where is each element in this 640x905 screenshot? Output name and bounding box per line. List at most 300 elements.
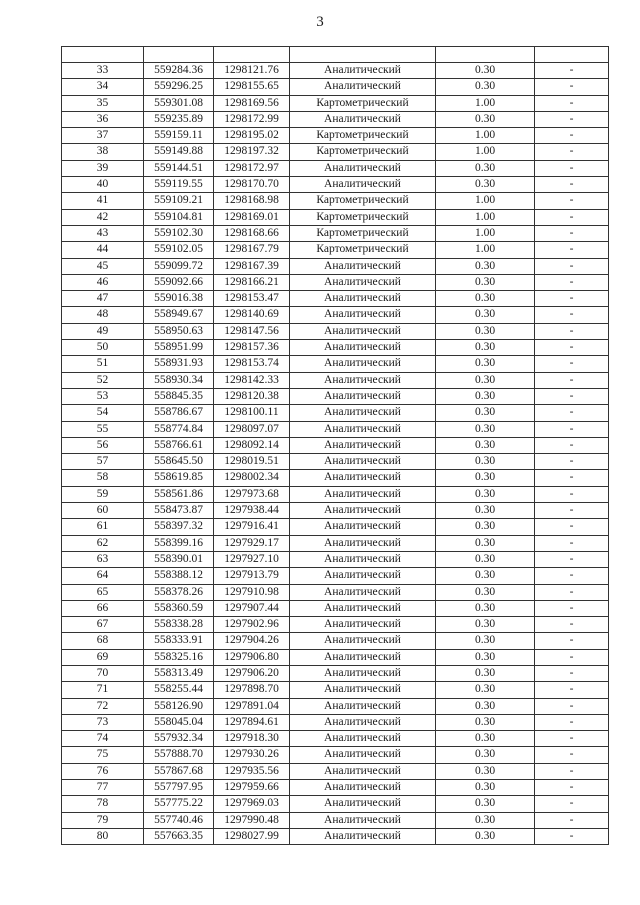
- accuracy-cell: 0.30: [436, 551, 535, 567]
- table-row: [62, 160, 609, 176]
- note-cell: -: [535, 747, 609, 763]
- method-cell: Аналитический: [290, 731, 436, 747]
- x-coordinate-cell: 558045.04: [144, 714, 214, 730]
- method-cell: Аналитический: [290, 274, 436, 290]
- point-number-cell: 38: [62, 144, 144, 160]
- accuracy-cell: 0.30: [436, 323, 535, 339]
- x-coordinate-cell: 558930.34: [144, 372, 214, 388]
- y-coordinate-cell: 1297959.66: [214, 780, 290, 796]
- note-cell: -: [535, 209, 609, 225]
- y-coordinate-cell: 1297910.98: [214, 584, 290, 600]
- point-number-cell: 33: [62, 63, 144, 79]
- header-cell: [436, 47, 535, 63]
- table-row: [62, 421, 609, 437]
- table-row: [62, 633, 609, 649]
- x-coordinate-cell: 558619.85: [144, 470, 214, 486]
- y-coordinate-cell: 1298027.99: [214, 828, 290, 844]
- point-number-cell: 36: [62, 111, 144, 127]
- y-coordinate-cell: 1298168.98: [214, 193, 290, 209]
- y-coordinate-cell: 1297891.04: [214, 698, 290, 714]
- accuracy-cell: 0.30: [436, 79, 535, 95]
- point-number-cell: 47: [62, 291, 144, 307]
- table-row: [62, 519, 609, 535]
- x-coordinate-cell: 558950.63: [144, 323, 214, 339]
- accuracy-cell: 0.30: [436, 340, 535, 356]
- x-coordinate-cell: 558774.84: [144, 421, 214, 437]
- point-number-cell: 54: [62, 405, 144, 421]
- point-number-cell: 51: [62, 356, 144, 372]
- y-coordinate-cell: 1298002.34: [214, 470, 290, 486]
- method-cell: Картометрический: [290, 193, 436, 209]
- x-coordinate-cell: 559159.11: [144, 128, 214, 144]
- y-coordinate-cell: 1298167.39: [214, 258, 290, 274]
- page-number: 3: [316, 14, 324, 30]
- point-number-cell: 43: [62, 225, 144, 241]
- point-number-cell: 74: [62, 731, 144, 747]
- x-coordinate-cell: 559102.30: [144, 225, 214, 241]
- method-cell: Аналитический: [290, 780, 436, 796]
- accuracy-cell: 0.30: [436, 258, 535, 274]
- table-row: [62, 225, 609, 241]
- x-coordinate-cell: 558561.86: [144, 486, 214, 502]
- x-coordinate-cell: 559235.89: [144, 111, 214, 127]
- note-cell: -: [535, 470, 609, 486]
- point-number-cell: 68: [62, 633, 144, 649]
- y-coordinate-cell: 1297969.03: [214, 796, 290, 812]
- accuracy-cell: 0.30: [436, 763, 535, 779]
- accuracy-cell: 0.30: [436, 682, 535, 698]
- y-coordinate-cell: 1298120.38: [214, 388, 290, 404]
- table-row: [62, 535, 609, 551]
- note-cell: -: [535, 551, 609, 567]
- method-cell: Аналитический: [290, 388, 436, 404]
- table-row: [62, 242, 609, 258]
- x-coordinate-cell: 558931.93: [144, 356, 214, 372]
- point-number-cell: 73: [62, 714, 144, 730]
- table-row: [62, 584, 609, 600]
- accuracy-cell: 0.30: [436, 747, 535, 763]
- method-cell: Аналитический: [290, 258, 436, 274]
- y-coordinate-cell: 1298140.69: [214, 307, 290, 323]
- method-cell: Аналитический: [290, 356, 436, 372]
- note-cell: -: [535, 519, 609, 535]
- x-coordinate-cell: 558255.44: [144, 682, 214, 698]
- x-coordinate-cell: 559016.38: [144, 291, 214, 307]
- method-cell: Аналитический: [290, 323, 436, 339]
- note-cell: -: [535, 95, 609, 111]
- accuracy-cell: 1.00: [436, 225, 535, 241]
- table-row: [62, 600, 609, 616]
- y-coordinate-cell: 1298169.01: [214, 209, 290, 225]
- accuracy-cell: 0.30: [436, 714, 535, 730]
- method-cell: Аналитический: [290, 111, 436, 127]
- point-number-cell: 67: [62, 617, 144, 633]
- point-number-cell: 53: [62, 388, 144, 404]
- accuracy-cell: 0.30: [436, 503, 535, 519]
- note-cell: -: [535, 405, 609, 421]
- point-number-cell: 41: [62, 193, 144, 209]
- note-cell: -: [535, 356, 609, 372]
- table-row: [62, 780, 609, 796]
- y-coordinate-cell: 1297918.30: [214, 731, 290, 747]
- x-coordinate-cell: 559119.55: [144, 177, 214, 193]
- y-coordinate-cell: 1298170.70: [214, 177, 290, 193]
- accuracy-cell: 0.30: [436, 780, 535, 796]
- header-cell: [290, 47, 436, 63]
- x-coordinate-cell: 557740.46: [144, 812, 214, 828]
- accuracy-cell: 0.30: [436, 405, 535, 421]
- y-coordinate-cell: 1298169.56: [214, 95, 290, 111]
- note-cell: -: [535, 372, 609, 388]
- table-row: [62, 63, 609, 79]
- point-number-cell: 61: [62, 519, 144, 535]
- method-cell: Аналитический: [290, 503, 436, 519]
- method-cell: Картометрический: [290, 242, 436, 258]
- x-coordinate-cell: 558390.01: [144, 551, 214, 567]
- y-coordinate-cell: 1298097.07: [214, 421, 290, 437]
- accuracy-cell: 0.30: [436, 372, 535, 388]
- method-cell: Аналитический: [290, 714, 436, 730]
- note-cell: -: [535, 486, 609, 502]
- note-cell: -: [535, 323, 609, 339]
- table-row: [62, 812, 609, 828]
- x-coordinate-cell: 558645.50: [144, 454, 214, 470]
- accuracy-cell: 0.30: [436, 535, 535, 551]
- y-coordinate-cell: 1297973.68: [214, 486, 290, 502]
- method-cell: Аналитический: [290, 486, 436, 502]
- point-number-cell: 46: [62, 274, 144, 290]
- header-cell: [144, 47, 214, 63]
- point-number-cell: 34: [62, 79, 144, 95]
- header-cell: [214, 47, 290, 63]
- table-row: [62, 796, 609, 812]
- accuracy-cell: 0.30: [436, 486, 535, 502]
- y-coordinate-cell: 1297904.26: [214, 633, 290, 649]
- y-coordinate-cell: 1298100.11: [214, 405, 290, 421]
- header-cell: [62, 47, 144, 63]
- accuracy-cell: 0.30: [436, 617, 535, 633]
- x-coordinate-cell: 558126.90: [144, 698, 214, 714]
- y-coordinate-cell: 1298168.66: [214, 225, 290, 241]
- x-coordinate-cell: 557797.95: [144, 780, 214, 796]
- y-coordinate-cell: 1298197.32: [214, 144, 290, 160]
- note-cell: -: [535, 780, 609, 796]
- point-number-cell: 48: [62, 307, 144, 323]
- method-cell: Картометрический: [290, 144, 436, 160]
- note-cell: -: [535, 144, 609, 160]
- table-row: [62, 258, 609, 274]
- point-number-cell: 50: [62, 340, 144, 356]
- point-number-cell: 80: [62, 828, 144, 844]
- note-cell: -: [535, 177, 609, 193]
- method-cell: Аналитический: [290, 828, 436, 844]
- x-coordinate-cell: 559104.81: [144, 209, 214, 225]
- table-row: [62, 437, 609, 453]
- point-number-cell: 57: [62, 454, 144, 470]
- table-row: [62, 128, 609, 144]
- y-coordinate-cell: 1298157.36: [214, 340, 290, 356]
- x-coordinate-cell: 558473.87: [144, 503, 214, 519]
- table-row: [62, 747, 609, 763]
- y-coordinate-cell: 1298172.99: [214, 111, 290, 127]
- y-coordinate-cell: 1298167.79: [214, 242, 290, 258]
- y-coordinate-cell: 1297907.44: [214, 600, 290, 616]
- method-cell: Аналитический: [290, 617, 436, 633]
- method-cell: Аналитический: [290, 291, 436, 307]
- y-coordinate-cell: 1298195.02: [214, 128, 290, 144]
- x-coordinate-cell: 558360.59: [144, 600, 214, 616]
- x-coordinate-cell: 559099.72: [144, 258, 214, 274]
- x-coordinate-cell: 558325.16: [144, 649, 214, 665]
- x-coordinate-cell: 558951.99: [144, 340, 214, 356]
- table-row: [62, 79, 609, 95]
- x-coordinate-cell: 558333.91: [144, 633, 214, 649]
- point-number-cell: 44: [62, 242, 144, 258]
- table-row: [62, 551, 609, 567]
- method-cell: Аналитический: [290, 454, 436, 470]
- method-cell: Аналитический: [290, 437, 436, 453]
- accuracy-cell: 0.30: [436, 111, 535, 127]
- x-coordinate-cell: 557663.35: [144, 828, 214, 844]
- x-coordinate-cell: 557775.22: [144, 796, 214, 812]
- note-cell: -: [535, 698, 609, 714]
- method-cell: Аналитический: [290, 665, 436, 681]
- table-row: [62, 665, 609, 681]
- accuracy-cell: 0.30: [436, 177, 535, 193]
- accuracy-cell: 0.30: [436, 437, 535, 453]
- table-row: [62, 714, 609, 730]
- method-cell: Аналитический: [290, 519, 436, 535]
- y-coordinate-cell: 1298155.65: [214, 79, 290, 95]
- table-row: [62, 470, 609, 486]
- point-number-cell: 66: [62, 600, 144, 616]
- y-coordinate-cell: 1298121.76: [214, 63, 290, 79]
- method-cell: Аналитический: [290, 747, 436, 763]
- point-number-cell: 65: [62, 584, 144, 600]
- table-row: [62, 763, 609, 779]
- accuracy-cell: 0.30: [436, 63, 535, 79]
- table-row: [62, 731, 609, 747]
- accuracy-cell: 0.30: [436, 568, 535, 584]
- note-cell: -: [535, 193, 609, 209]
- method-cell: Аналитический: [290, 307, 436, 323]
- accuracy-cell: 1.00: [436, 209, 535, 225]
- table-row: [62, 274, 609, 290]
- note-cell: -: [535, 437, 609, 453]
- accuracy-cell: 0.30: [436, 698, 535, 714]
- accuracy-cell: 0.30: [436, 828, 535, 844]
- method-cell: Картометрический: [290, 128, 436, 144]
- table-row: [62, 177, 609, 193]
- point-number-cell: 60: [62, 503, 144, 519]
- table-row: [62, 291, 609, 307]
- method-cell: Аналитический: [290, 79, 436, 95]
- note-cell: -: [535, 812, 609, 828]
- table-row: [62, 698, 609, 714]
- method-cell: Аналитический: [290, 160, 436, 176]
- accuracy-cell: 0.30: [436, 812, 535, 828]
- y-coordinate-cell: 1297935.56: [214, 763, 290, 779]
- table-row: [62, 372, 609, 388]
- note-cell: -: [535, 763, 609, 779]
- accuracy-cell: 0.30: [436, 649, 535, 665]
- note-cell: -: [535, 584, 609, 600]
- point-number-cell: 62: [62, 535, 144, 551]
- accuracy-cell: 0.30: [436, 796, 535, 812]
- x-coordinate-cell: 558338.28: [144, 617, 214, 633]
- accuracy-cell: 1.00: [436, 242, 535, 258]
- point-number-cell: 49: [62, 323, 144, 339]
- note-cell: -: [535, 600, 609, 616]
- point-number-cell: 42: [62, 209, 144, 225]
- accuracy-cell: 0.30: [436, 731, 535, 747]
- y-coordinate-cell: 1298092.14: [214, 437, 290, 453]
- y-coordinate-cell: 1297929.17: [214, 535, 290, 551]
- y-coordinate-cell: 1297898.70: [214, 682, 290, 698]
- table-row: [62, 193, 609, 209]
- method-cell: Аналитический: [290, 568, 436, 584]
- note-cell: -: [535, 291, 609, 307]
- coordinates-table-body: [62, 47, 609, 845]
- header-row: [62, 47, 609, 63]
- accuracy-cell: 0.30: [436, 665, 535, 681]
- accuracy-cell: 0.30: [436, 584, 535, 600]
- table-row: [62, 307, 609, 323]
- note-cell: -: [535, 128, 609, 144]
- table-row: [62, 617, 609, 633]
- table-row: [62, 95, 609, 111]
- note-cell: -: [535, 731, 609, 747]
- method-cell: Картометрический: [290, 225, 436, 241]
- y-coordinate-cell: 1298153.47: [214, 291, 290, 307]
- y-coordinate-cell: 1297938.44: [214, 503, 290, 519]
- x-coordinate-cell: 558949.67: [144, 307, 214, 323]
- x-coordinate-cell: 559109.21: [144, 193, 214, 209]
- point-number-cell: 75: [62, 747, 144, 763]
- point-number-cell: 78: [62, 796, 144, 812]
- table-row: [62, 388, 609, 404]
- accuracy-cell: 0.30: [436, 470, 535, 486]
- note-cell: -: [535, 503, 609, 519]
- method-cell: Аналитический: [290, 812, 436, 828]
- note-cell: -: [535, 796, 609, 812]
- x-coordinate-cell: 558766.61: [144, 437, 214, 453]
- method-cell: Аналитический: [290, 340, 436, 356]
- note-cell: -: [535, 225, 609, 241]
- point-number-cell: 70: [62, 665, 144, 681]
- note-cell: -: [535, 633, 609, 649]
- x-coordinate-cell: 558313.49: [144, 665, 214, 681]
- coordinates-table: [61, 46, 609, 845]
- accuracy-cell: 0.30: [436, 421, 535, 437]
- accuracy-cell: 0.30: [436, 633, 535, 649]
- point-number-cell: 40: [62, 177, 144, 193]
- table-row: [62, 323, 609, 339]
- method-cell: Аналитический: [290, 421, 436, 437]
- y-coordinate-cell: 1298172.97: [214, 160, 290, 176]
- accuracy-cell: 0.30: [436, 600, 535, 616]
- method-cell: Аналитический: [290, 633, 436, 649]
- x-coordinate-cell: 559149.88: [144, 144, 214, 160]
- point-number-cell: 35: [62, 95, 144, 111]
- table-row: [62, 503, 609, 519]
- accuracy-cell: 0.30: [436, 356, 535, 372]
- point-number-cell: 52: [62, 372, 144, 388]
- point-number-cell: 77: [62, 780, 144, 796]
- point-number-cell: 76: [62, 763, 144, 779]
- point-number-cell: 63: [62, 551, 144, 567]
- method-cell: Аналитический: [290, 698, 436, 714]
- y-coordinate-cell: 1297927.10: [214, 551, 290, 567]
- table-row: [62, 682, 609, 698]
- point-number-cell: 55: [62, 421, 144, 437]
- x-coordinate-cell: 558399.16: [144, 535, 214, 551]
- point-number-cell: 64: [62, 568, 144, 584]
- y-coordinate-cell: 1297930.26: [214, 747, 290, 763]
- y-coordinate-cell: 1298142.33: [214, 372, 290, 388]
- method-cell: Аналитический: [290, 535, 436, 551]
- note-cell: -: [535, 617, 609, 633]
- accuracy-cell: 0.30: [436, 388, 535, 404]
- point-number-cell: 45: [62, 258, 144, 274]
- x-coordinate-cell: 557867.68: [144, 763, 214, 779]
- method-cell: Аналитический: [290, 372, 436, 388]
- table-row: [62, 340, 609, 356]
- y-coordinate-cell: 1298153.74: [214, 356, 290, 372]
- method-cell: Аналитический: [290, 796, 436, 812]
- method-cell: Аналитический: [290, 682, 436, 698]
- x-coordinate-cell: 559092.66: [144, 274, 214, 290]
- x-coordinate-cell: 558378.26: [144, 584, 214, 600]
- note-cell: -: [535, 63, 609, 79]
- y-coordinate-cell: 1297990.48: [214, 812, 290, 828]
- x-coordinate-cell: 559102.05: [144, 242, 214, 258]
- y-coordinate-cell: 1297913.79: [214, 568, 290, 584]
- y-coordinate-cell: 1298147.56: [214, 323, 290, 339]
- method-cell: Аналитический: [290, 649, 436, 665]
- y-coordinate-cell: 1298019.51: [214, 454, 290, 470]
- y-coordinate-cell: 1297916.41: [214, 519, 290, 535]
- point-number-cell: 39: [62, 160, 144, 176]
- header-cell: [535, 47, 609, 63]
- note-cell: -: [535, 649, 609, 665]
- accuracy-cell: 0.30: [436, 291, 535, 307]
- method-cell: Аналитический: [290, 177, 436, 193]
- point-number-cell: 79: [62, 812, 144, 828]
- note-cell: -: [535, 258, 609, 274]
- x-coordinate-cell: 559144.51: [144, 160, 214, 176]
- accuracy-cell: 1.00: [436, 193, 535, 209]
- note-cell: -: [535, 242, 609, 258]
- method-cell: Аналитический: [290, 763, 436, 779]
- table-row: [62, 828, 609, 844]
- accuracy-cell: 0.30: [436, 274, 535, 290]
- point-number-cell: 72: [62, 698, 144, 714]
- point-number-cell: 56: [62, 437, 144, 453]
- note-cell: -: [535, 274, 609, 290]
- accuracy-cell: 0.30: [436, 307, 535, 323]
- accuracy-cell: 1.00: [436, 95, 535, 111]
- table-row: [62, 111, 609, 127]
- note-cell: -: [535, 421, 609, 437]
- method-cell: Аналитический: [290, 551, 436, 567]
- note-cell: -: [535, 454, 609, 470]
- table-row: [62, 209, 609, 225]
- table-row: [62, 144, 609, 160]
- note-cell: -: [535, 340, 609, 356]
- x-coordinate-cell: 559296.25: [144, 79, 214, 95]
- table-row: [62, 568, 609, 584]
